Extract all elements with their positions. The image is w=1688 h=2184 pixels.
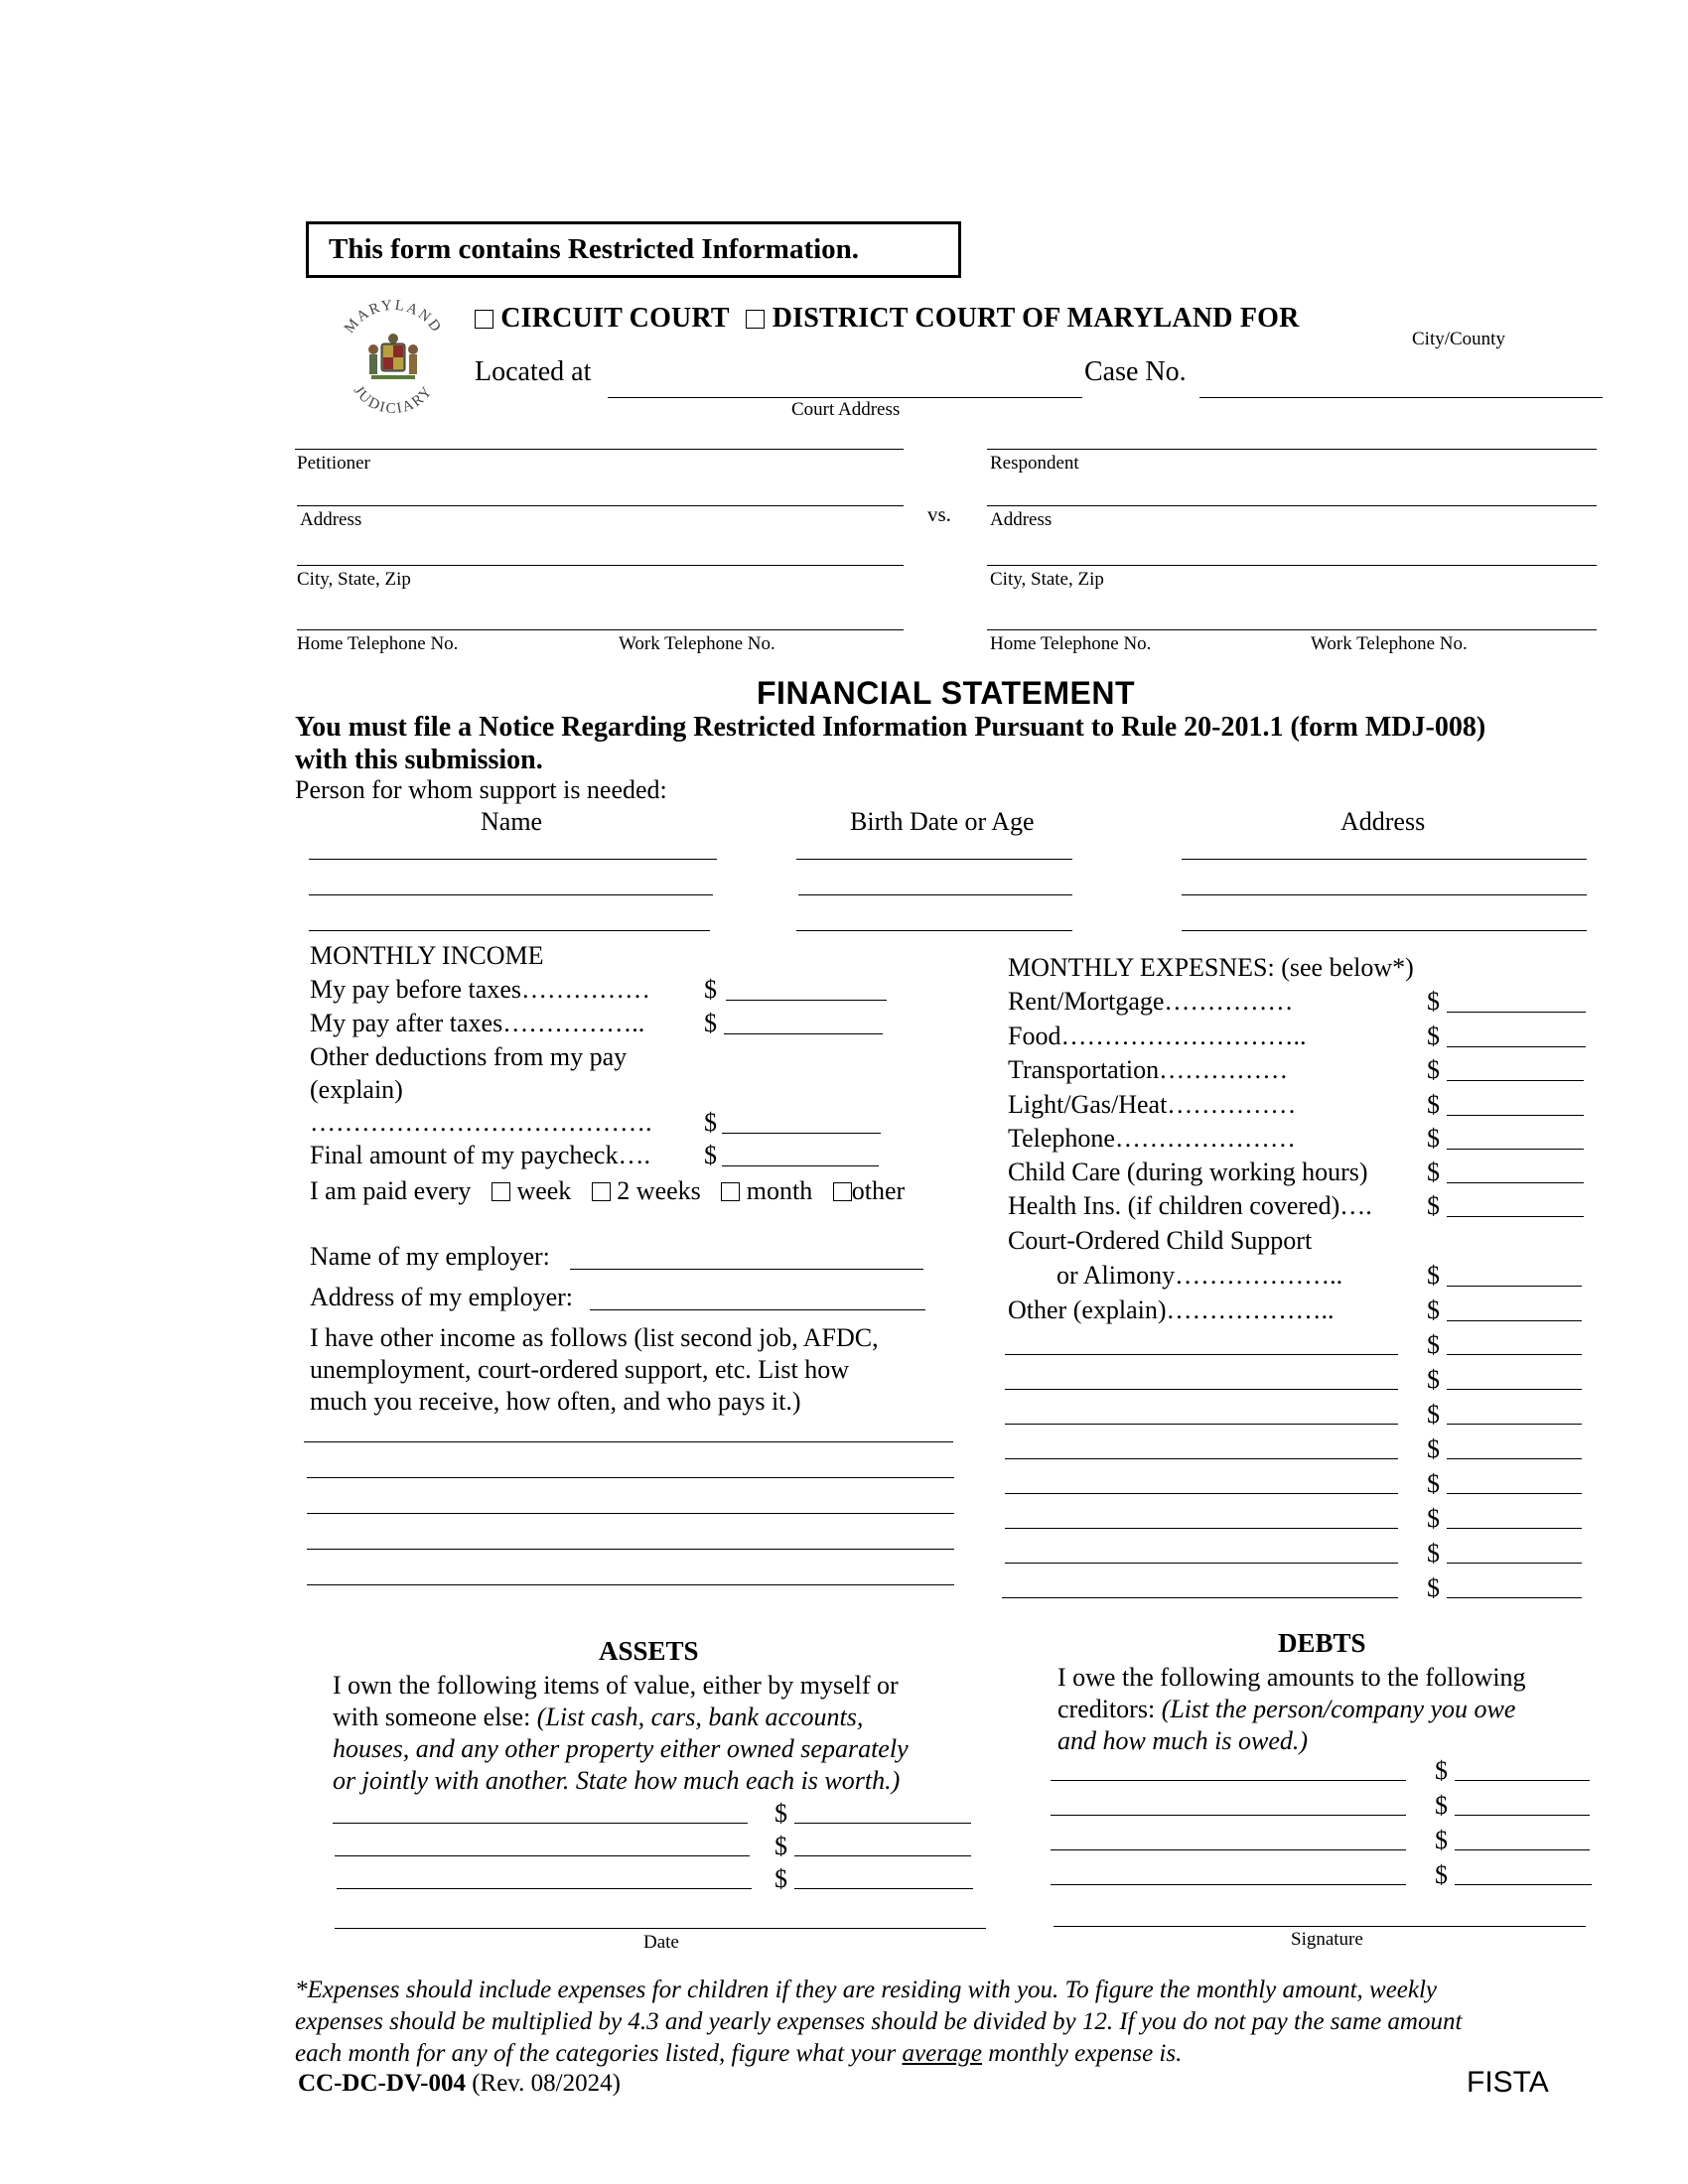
asset-amount-field-3[interactable] [794, 1888, 973, 1889]
telephone-dollar: $ [1427, 1124, 1440, 1153]
deductions-dots: …………………………………. [310, 1108, 652, 1137]
food-dollar: $ [1427, 1022, 1440, 1050]
other-expense-dollar-1: $ [1427, 1330, 1440, 1359]
other-income-line-1: I have other income as follows (list second job, AFDC, [310, 1323, 879, 1352]
other-income-field-4[interactable] [307, 1549, 954, 1550]
support-birth-field-3[interactable] [796, 930, 1072, 931]
debt-creditor-field-4[interactable] [1051, 1884, 1406, 1885]
final-amount-dollar: $ [704, 1141, 717, 1169]
restricted-notice [295, 711, 1625, 776]
petitioner-city-label: City, State, Zip [297, 569, 411, 590]
respondent-home-phone-label: Home Telephone No. [990, 633, 1152, 654]
asset-item-field-1[interactable] [333, 1823, 748, 1824]
assets-line-4: or jointly with another. State how much each is worth.) [333, 1766, 901, 1795]
debts-line-2 [1057, 1694, 1614, 1725]
respondent-address-label: Address [990, 509, 1053, 530]
support-name-field-1[interactable] [309, 859, 717, 860]
footnote-line-3 [295, 2038, 1665, 2070]
petitioner-field[interactable] [295, 449, 904, 450]
pay-before-taxes-field[interactable] [726, 1000, 887, 1001]
asset-amount-field-1[interactable] [794, 1823, 971, 1824]
other-expense-amount-8[interactable] [1447, 1597, 1582, 1598]
debts-line-2-plain: creditors: [1057, 1695, 1162, 1723]
support-name-field-2[interactable] [309, 894, 713, 895]
debt-amount-field-4[interactable] [1455, 1884, 1592, 1885]
transportation-field[interactable] [1447, 1080, 1584, 1081]
rent-dollar: $ [1427, 987, 1440, 1016]
support-name-field-3[interactable] [309, 930, 710, 931]
debt-creditor-field-2[interactable] [1051, 1815, 1406, 1816]
assets-description [333, 1670, 1008, 1797]
other-expense-amount-7[interactable] [1447, 1563, 1582, 1564]
support-address-field-1[interactable] [1182, 859, 1587, 860]
assets-heading: ASSETS [599, 1636, 699, 1666]
paid-2weeks-label: 2 weeks [617, 1176, 701, 1205]
other-expense-desc-4[interactable] [1005, 1458, 1398, 1459]
other-income-line-3: much you receive, how often, and who pays it.) [310, 1387, 801, 1416]
paid-other-label: other [851, 1176, 906, 1205]
petitioner-city-field[interactable] [297, 565, 904, 566]
debt-creditor-field-1[interactable] [1051, 1780, 1406, 1781]
other-expense-dollar-5: $ [1427, 1469, 1440, 1498]
other-income-line-2: unemployment, court-ordered support, etc. List how [310, 1355, 849, 1384]
debt-amount-field-1[interactable] [1455, 1780, 1590, 1781]
city-county-label: City/County [1412, 329, 1505, 349]
case-no-field[interactable] [1199, 397, 1603, 398]
assets-line-1: I own the following items of value, either by myself or [333, 1671, 899, 1700]
health-ins-dollar: $ [1427, 1191, 1440, 1220]
paid-week-checkbox[interactable] [492, 1182, 510, 1201]
paid-month-checkbox[interactable] [721, 1182, 740, 1201]
rent-field[interactable] [1447, 1012, 1586, 1013]
court-address-field[interactable] [608, 397, 1082, 398]
asset-item-field-2[interactable] [335, 1855, 750, 1856]
petitioner-label: Petitioner [297, 453, 370, 474]
respondent-city-label: City, State, Zip [990, 569, 1104, 590]
footnote-average: average [902, 2040, 983, 2067]
food-field[interactable] [1447, 1046, 1586, 1047]
health-ins-label: Health Ins. (if children covered)…. [1008, 1191, 1372, 1220]
paid-2weeks-checkbox[interactable] [592, 1182, 611, 1201]
form-code-number: CC-DC-DV-004 [298, 2070, 466, 2097]
debt-amount-field-2[interactable] [1455, 1815, 1590, 1816]
respondent-phone-field[interactable] [987, 629, 1597, 630]
petitioner-phone-field[interactable] [297, 629, 904, 630]
restricted-notice-line-1: You must file a Notice Regarding Restricted Information Pursuant to Rule 20-201.1 (form MDJ-008) [295, 712, 1486, 743]
support-col-address: Address [1340, 807, 1426, 836]
other-expense-desc-2[interactable] [1005, 1389, 1398, 1390]
court-address-label: Court Address [791, 399, 901, 420]
support-birth-field-2[interactable] [798, 894, 1072, 895]
debt-amount-field-3[interactable] [1455, 1849, 1590, 1850]
debt-dollar-3: $ [1435, 1826, 1448, 1854]
support-col-name: Name [481, 807, 543, 836]
vs-label: vs. [927, 502, 951, 526]
expenses-footnote [295, 1975, 1665, 2070]
respondent-field[interactable] [987, 449, 1597, 450]
seal-bottom-text: JUDICIARY [350, 382, 437, 418]
seal-top-text: MARYLAND [342, 297, 445, 337]
employer-name-field[interactable] [570, 1269, 923, 1270]
debt-creditor-field-3[interactable] [1051, 1849, 1406, 1850]
petitioner-work-phone-label: Work Telephone No. [619, 633, 775, 654]
paid-month-label: month [746, 1176, 813, 1205]
alimony-field[interactable] [1447, 1286, 1582, 1287]
respondent-city-field[interactable] [987, 565, 1597, 566]
debt-dollar-4: $ [1435, 1860, 1448, 1889]
other-income-field-2[interactable] [307, 1477, 954, 1478]
other-expense-dollar-7: $ [1427, 1539, 1440, 1568]
other-expense-dollar-6: $ [1427, 1504, 1440, 1533]
circuit-court-checkbox[interactable] [475, 310, 493, 329]
footnote-line-1: *Expenses should include expenses for children if they are residing with you. To figure the monthly amount, weekly [295, 1977, 1438, 2003]
alimony-dollar: $ [1427, 1261, 1440, 1290]
other-expense-dollar-8: $ [1427, 1573, 1440, 1602]
other-expense-desc-8[interactable] [1002, 1597, 1398, 1598]
alimony-label: or Alimony……………….. [1056, 1261, 1343, 1290]
debts-line-3: and how much is owed.) [1057, 1726, 1309, 1755]
utilities-field[interactable] [1447, 1115, 1584, 1116]
other-expense-amount-1[interactable] [1447, 1354, 1582, 1355]
support-address-field-2[interactable] [1182, 894, 1587, 895]
respondent-address-field[interactable] [987, 505, 1597, 506]
employer-address-label: Address of my employer: [310, 1283, 574, 1311]
maryland-judiciary-seal-icon [334, 294, 453, 423]
case-no-label: Case No. [1084, 356, 1187, 387]
asset-amount-field-2[interactable] [794, 1855, 971, 1856]
pay-before-dollar: $ [704, 975, 717, 1004]
debt-dollar-1: $ [1435, 1756, 1448, 1785]
paid-every-label: I am paid every [310, 1176, 472, 1205]
utilities-label: Light/Gas/Heat…………… [1008, 1090, 1297, 1119]
date-field[interactable] [335, 1928, 986, 1929]
other-expense-desc-1[interactable] [1005, 1354, 1398, 1355]
footnote-line-2: expenses should be multiplied by 4.3 and yearly expenses should be divided by 12. If you do not pay the same amount [295, 2008, 1463, 2035]
footnote-line-3-a: each month for any of the categories listed, figure what your [295, 2040, 903, 2067]
asset-item-field-3[interactable] [337, 1888, 752, 1889]
other-expense-amount-3[interactable] [1447, 1424, 1582, 1425]
assets-line-2-plain: with someone else: [333, 1703, 537, 1731]
support-col-birth: Birth Date or Age [850, 807, 1035, 836]
district-court-label: DISTRICT COURT OF MARYLAND FOR [772, 303, 1300, 334]
child-care-label: Child Care (during working hours) [1008, 1158, 1368, 1186]
other-expense-dollar-2: $ [1427, 1365, 1440, 1394]
other-expense-desc-3[interactable] [1005, 1424, 1398, 1425]
respondent-work-phone-label: Work Telephone No. [1311, 633, 1468, 654]
petitioner-address-label: Address [300, 509, 362, 530]
paid-week-label: week [516, 1176, 572, 1205]
other-expense-field[interactable] [1447, 1320, 1582, 1321]
other-income-field-3[interactable] [307, 1513, 954, 1514]
telephone-label: Telephone………………… [1008, 1124, 1296, 1153]
deductions-dollar: $ [704, 1108, 717, 1137]
pay-after-dollar: $ [704, 1009, 717, 1037]
other-expense-desc-5[interactable] [1005, 1493, 1398, 1494]
asset-dollar-3: $ [774, 1864, 787, 1893]
debt-dollar-2: $ [1435, 1791, 1448, 1820]
other-expense-desc-7[interactable] [1005, 1563, 1398, 1564]
other-expense-amount-5[interactable] [1447, 1493, 1582, 1494]
explain-label: (explain) [310, 1075, 403, 1104]
other-income-field-5[interactable] [307, 1584, 954, 1585]
telephone-field[interactable] [1447, 1149, 1584, 1150]
svg-text:MARYLAND [342, 298, 445, 337]
employer-address-field[interactable] [590, 1309, 925, 1310]
assets-line-3: houses, and any other property either owned separately [333, 1734, 909, 1763]
other-income-field-1[interactable] [304, 1441, 953, 1442]
assets-line-2-italic: (List cash, cars, bank accounts, [536, 1703, 864, 1731]
footnote-line-3-b: monthly expense is. [982, 2040, 1183, 2067]
assets-line-2 [333, 1702, 1008, 1733]
other-income-text [310, 1322, 955, 1418]
final-amount-label: Final amount of my paycheck…. [310, 1141, 650, 1169]
signature-field[interactable] [1054, 1926, 1586, 1927]
health-ins-field[interactable] [1447, 1216, 1584, 1217]
fista-code: FISTA [1467, 2066, 1549, 2099]
deductions-field[interactable] [722, 1133, 881, 1134]
other-expense-amount-4[interactable] [1447, 1458, 1582, 1459]
income-heading: MONTHLY INCOME [310, 941, 544, 970]
date-label: Date [643, 1932, 679, 1953]
asset-dollar-1: $ [774, 1799, 787, 1828]
transportation-label: Transportation…………… [1008, 1055, 1289, 1084]
expenses-heading: MONTHLY EXPESNES: (see below*) [1008, 953, 1414, 982]
paid-other-checkbox[interactable] [833, 1182, 852, 1201]
child-care-field[interactable] [1447, 1182, 1584, 1183]
other-expense-amount-2[interactable] [1447, 1389, 1582, 1390]
respondent-label: Respondent [990, 453, 1079, 474]
pay-before-taxes-label: My pay before taxes…………… [310, 975, 650, 1004]
debts-description [1057, 1662, 1614, 1757]
transportation-dollar: $ [1427, 1055, 1440, 1084]
form-revision: (Rev. 08/2024) [465, 2070, 621, 2097]
page-title: FINANCIAL STATEMENT [757, 675, 1136, 711]
support-intro: Person for whom support is needed: [295, 775, 667, 804]
district-court-checkbox[interactable] [746, 310, 765, 329]
support-address-field-3[interactable] [1182, 930, 1587, 931]
court-ordered-label: Court-Ordered Child Support [1008, 1226, 1313, 1255]
child-care-dollar: $ [1427, 1158, 1440, 1186]
petitioner-home-phone-label: Home Telephone No. [297, 633, 459, 654]
court-selection-line [475, 303, 1300, 335]
food-label: Food……………………….. [1008, 1022, 1307, 1050]
rent-label: Rent/Mortgage…………… [1008, 987, 1294, 1016]
other-expense-dollar-3: $ [1427, 1400, 1440, 1429]
other-expense-dollar: $ [1427, 1296, 1440, 1324]
signature-label: Signature [1291, 1929, 1363, 1950]
final-amount-field[interactable] [722, 1165, 879, 1166]
circuit-court-label: CIRCUIT COURT [500, 303, 730, 334]
support-birth-field-1[interactable] [796, 859, 1072, 860]
located-at-label: Located at [475, 356, 592, 387]
petitioner-address-field[interactable] [297, 505, 904, 506]
asset-dollar-2: $ [774, 1832, 787, 1860]
form-code [298, 2070, 621, 2098]
pay-after-taxes-field[interactable] [724, 1033, 883, 1034]
paid-every-row [310, 1176, 905, 1206]
other-expense-amount-6[interactable] [1447, 1528, 1582, 1529]
employer-name-label: Name of my employer: [310, 1242, 550, 1271]
other-expense-label: Other (explain)……………….. [1008, 1296, 1335, 1324]
other-expense-desc-6[interactable] [1005, 1528, 1398, 1529]
utilities-dollar: $ [1427, 1090, 1440, 1119]
debts-line-2-italic: (List the person/company you owe [1161, 1695, 1516, 1723]
other-deductions-label: Other deductions from my pay [310, 1042, 628, 1071]
debts-line-1: I owe the following amounts to the following [1057, 1663, 1526, 1692]
other-expense-dollar-4: $ [1427, 1434, 1440, 1463]
pay-after-taxes-label: My pay after taxes…………….. [310, 1009, 645, 1037]
restricted-info-banner: This form contains Restricted Information. [306, 221, 961, 278]
svg-text:JUDICIARY [351, 383, 437, 417]
debts-heading: DEBTS [1278, 1628, 1366, 1658]
restricted-notice-line-2: with this submission. [295, 745, 543, 775]
